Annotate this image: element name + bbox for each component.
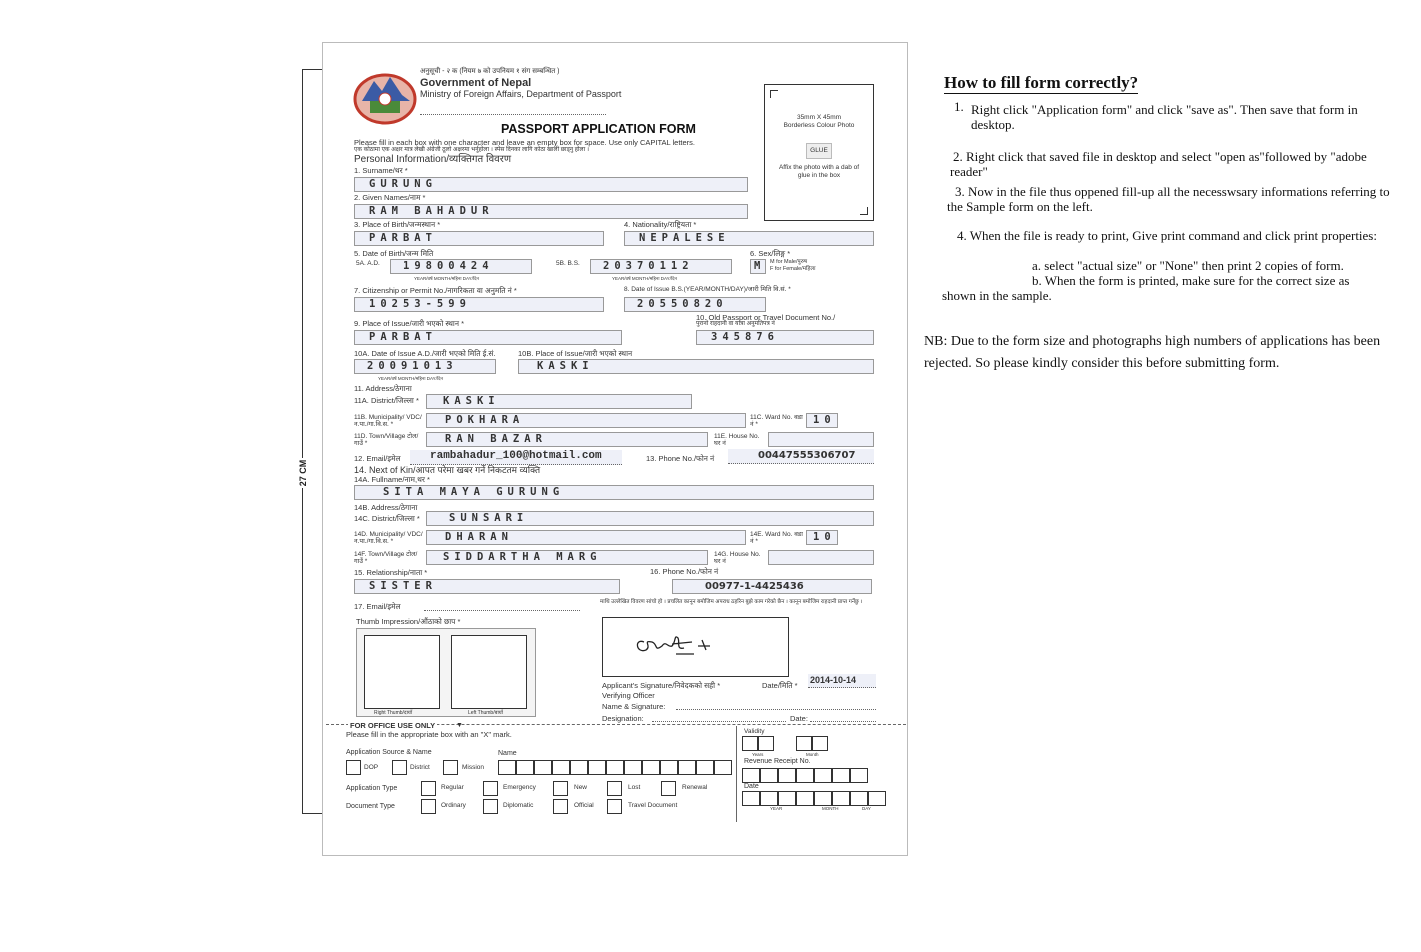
- citizenship-field[interactable]: 10253-599: [354, 297, 604, 312]
- old-doi-sub: YEAR/वर्ष MONTH/महिना DAY/दिन: [378, 376, 443, 381]
- surname-field[interactable]: GURUNG: [354, 177, 748, 192]
- sex-note-female: F for Female/महिला: [770, 266, 816, 272]
- office-name-boxes[interactable]: [498, 760, 732, 775]
- name-signature-label: Name & Signature:: [602, 702, 666, 711]
- new-checkbox[interactable]: [553, 781, 568, 796]
- designation-label: Designation:: [602, 714, 644, 723]
- place-of-birth-label: 3. Place of Birth/जन्मस्थान *: [354, 220, 441, 229]
- office-date-label: Date: [744, 783, 759, 790]
- gov-title: Government of Nepal: [420, 77, 532, 89]
- kin-phone-field[interactable]: 00977-1-4425436: [672, 579, 872, 594]
- dob-ad-label: 5A. A.D.: [356, 260, 380, 267]
- verify-date-field[interactable]: [810, 712, 876, 722]
- ward-label: 11C. Ward No. वडा नं *: [750, 414, 803, 428]
- diplomatic-checkbox[interactable]: [483, 799, 498, 814]
- right-thumb-label: Right Thumb/दायाँ: [374, 710, 413, 716]
- mission-label: Mission: [462, 764, 485, 771]
- step-1-text: Right click "Application form" and click "save as". Then save that form in desktop.: [971, 102, 1358, 132]
- old-passport-field[interactable]: 345876: [696, 330, 874, 345]
- official-label: Official: [574, 802, 594, 809]
- given-names-label: 2. Given Names/नाम *: [354, 193, 426, 202]
- photo-size: 35mm X 45mm: [796, 114, 842, 121]
- phone-label: 13. Phone No./फोन नं: [646, 454, 715, 463]
- mission-checkbox[interactable]: [443, 760, 458, 775]
- office-title: FOR OFFICE USE ONLY: [350, 721, 436, 730]
- sex-field[interactable]: M: [750, 259, 766, 274]
- old-passport-label: 10. Old Passport or Travel Document No./: [696, 313, 836, 322]
- place-of-birth-field[interactable]: PARBAT: [354, 231, 604, 246]
- new-label: New: [574, 784, 588, 791]
- kin-phone-label: 16. Phone No./फोन नं: [650, 567, 719, 576]
- lost-checkbox[interactable]: [607, 781, 622, 796]
- kin-ward-field[interactable]: 10: [806, 530, 838, 545]
- official-checkbox[interactable]: [553, 799, 568, 814]
- step-4-text: 4. When the file is ready to print, Give print command and click print properties:: [957, 228, 1377, 243]
- instructions-heading: How to fill form correctly?: [944, 73, 1139, 92]
- office-day-sub: DAY: [862, 806, 871, 811]
- source-label: Application Source & Name: [346, 749, 432, 756]
- nb-note: NB: Due to the form size and photographs high numbers of applications has been rejected. So please kindly consider this before submitting form.: [924, 334, 1381, 371]
- step-3-text: 3. Now in the file thus oppened fill-up all the necesswsary informations referring to the Sample form on the left.: [947, 184, 1390, 214]
- ministry-title: Ministry of Foreign Affairs, Department of Passport: [420, 89, 622, 99]
- step-4b-text-cont: shown in the sample.: [942, 288, 1052, 303]
- office-month-sub: MONTH: [822, 806, 839, 811]
- step-2-text: 2. Right click that saved file in desktop and select "open as"followed by "adobe reader": [950, 149, 1367, 179]
- office-year-sub: YEAR: [770, 806, 783, 811]
- sign-date-field[interactable]: 2014-10-14: [808, 674, 876, 688]
- town-label: 11D. Town/Village टोल/गाउँ *: [354, 433, 419, 447]
- email-label: 12. Email/इमेल: [354, 454, 401, 463]
- citizenship-label: 7. Citizenship or Permit No./नागरिकता वा अनुमति नं *: [354, 286, 517, 295]
- date-of-issue-field[interactable]: 20550820: [624, 297, 766, 312]
- header-dotted-line: [420, 105, 606, 115]
- nationality-field[interactable]: NEPALESE: [624, 231, 874, 246]
- step-1-number: 1.: [954, 99, 964, 114]
- kin-town-label: 14F. Town/Village टोल/गाउँ *: [354, 551, 418, 565]
- designation-field[interactable]: [652, 712, 786, 722]
- place-of-issue-field[interactable]: PARBAT: [354, 330, 622, 345]
- relationship-label: 15. Relationship/नाता *: [354, 568, 428, 577]
- validity-month-boxes[interactable]: [796, 736, 828, 751]
- declaration-text: माथि उल्लेखित विवरण सांचो हो । प्रचलित कानून बमोजिम अपराध ठहरिन बुझे काम गरेको छैन । कानून बमोजिम राहदानी प्राप्त गर्नेछु ।: [600, 599, 863, 605]
- office-date-boxes[interactable]: [742, 791, 886, 806]
- ruler-line: [302, 69, 303, 814]
- photo-corner-br: [860, 207, 868, 215]
- verify-date-label: Date:: [790, 714, 808, 723]
- address-label: 11. Address/ठेगाना: [354, 384, 412, 393]
- district-checkbox[interactable]: [392, 760, 407, 775]
- kin-house-label: 14G. House No. घर नं: [714, 551, 761, 565]
- section-personal-info: Personal Information/व्यक्तिगत विवरण: [354, 154, 512, 165]
- travel-doc-checkbox[interactable]: [607, 799, 622, 814]
- district-label: 11A. District/जिल्ला *: [354, 396, 419, 405]
- dob-ad-sub: YEAR/वर्ष MONTH/महिना DAY/दिन: [414, 276, 479, 281]
- doc-type-label: Document Type: [346, 803, 395, 810]
- regular-label: Regular: [441, 784, 464, 791]
- office-district-label: District: [410, 764, 430, 771]
- kin-email-label: 17. Email/इमेल: [354, 602, 401, 611]
- travel-doc-label: Travel Document: [628, 802, 678, 809]
- old-doi-field[interactable]: 20091013: [354, 359, 496, 374]
- municipality-field[interactable]: POKHARA: [426, 413, 746, 428]
- renewal-checkbox[interactable]: [661, 781, 676, 796]
- kin-municipality-label: 14D. Municipality/ VDC/न.पा./गा.वि.स. *: [354, 531, 423, 545]
- regular-checkbox[interactable]: [421, 781, 436, 796]
- kin-house-field[interactable]: [768, 550, 874, 565]
- validity-label: Validity: [744, 728, 765, 735]
- office-name-label: Name: [498, 750, 517, 757]
- office-vertical-divider: [736, 726, 737, 822]
- receipt-label: Revenue Receipt No.: [744, 758, 811, 765]
- given-names-field[interactable]: RAM BAHADUR: [354, 204, 748, 219]
- emergency-checkbox[interactable]: [483, 781, 498, 796]
- sex-note-male: M for Male/पुरुष: [770, 259, 808, 265]
- validity-years-sub: Years: [752, 752, 764, 757]
- kin-label: 14. Next of Kin/आपत परेमा खबर गर्ने निकटतम व्यक्ति: [354, 465, 541, 475]
- name-signature-field[interactable]: [676, 700, 876, 710]
- ruler-label: 27 CM: [298, 459, 308, 487]
- kin-town-field[interactable]: SIDDARTHA MARG: [426, 550, 708, 565]
- validity-years-boxes[interactable]: [742, 736, 774, 751]
- renewal-label: Renewal: [682, 784, 708, 791]
- dop-checkbox[interactable]: [346, 760, 361, 775]
- verifying-officer-label: Verifying Officer: [602, 691, 655, 700]
- right-thumb-box[interactable]: [364, 635, 440, 709]
- place-of-issue-label: 9. Place of Issue/जारी भएको स्थान *: [354, 319, 465, 328]
- office-arrow-icon: ▼: [456, 722, 463, 729]
- sign-date-label: Date/मिति *: [762, 681, 798, 690]
- lost-label: Lost: [628, 784, 641, 791]
- kin-name-label: 14A. Fullname/नाम,थर *: [354, 475, 430, 484]
- office-instruction: Please fill in the appropriate box with an "X" mark.: [346, 730, 512, 739]
- kin-district-field[interactable]: SUNSARI: [426, 511, 874, 526]
- step-4a-text: a. select "actual size" or "None" then print 2 copies of form.: [1032, 258, 1344, 273]
- house-field[interactable]: [768, 432, 874, 447]
- town-field[interactable]: RAN BAZAR: [426, 432, 708, 447]
- dob-label: 5. Date of Birth/जन्म मिति: [354, 249, 434, 258]
- thumb-label: Thumb Impression/औंठाको छाप *: [356, 617, 461, 626]
- emergency-label: Emergency: [503, 784, 536, 791]
- receipt-boxes[interactable]: [742, 768, 868, 783]
- surname-label: 1. Surname/थर *: [354, 166, 408, 175]
- kin-email-field[interactable]: [424, 601, 580, 611]
- photo-corner-tl: [770, 90, 778, 98]
- ward-field[interactable]: 10: [806, 413, 838, 428]
- app-type-label: Application Type: [346, 785, 398, 792]
- instruction-nepali: एक कोठामा एक अक्षर मात्र लेखी अंग्रेजी ठूलो अक्षरमा भर्नुहोला । स्पेस दिनका लागि कोठा खाली छाड्नु होला ।: [354, 147, 590, 153]
- validity-month-sub: Month: [806, 752, 819, 757]
- signature-scribble-icon: [632, 628, 714, 660]
- dop-label: DOP: [364, 764, 379, 771]
- phone-field[interactable]: 00447555306707: [728, 449, 874, 464]
- dob-bs-label: 5B. B.S.: [556, 260, 580, 267]
- kin-district-label: 14C. District/जिल्ला *: [354, 514, 420, 523]
- left-thumb-label: Left Thumb/बायाँ: [468, 710, 503, 716]
- kin-municipality-field[interactable]: DHARAN: [426, 530, 746, 545]
- kin-name-field[interactable]: SITA MAYA GURUNG: [354, 485, 874, 500]
- dob-ad-field[interactable]: 19800424: [390, 259, 532, 274]
- email-field[interactable]: rambahadur_100@hotmail.com: [410, 450, 622, 465]
- ordinary-checkbox[interactable]: [421, 799, 436, 814]
- sex-label: 6. Sex/लिङ्ग *: [750, 249, 791, 258]
- form-title: PASSPORT APPLICATION FORM: [501, 122, 696, 136]
- diplomatic-label: Diplomatic: [503, 802, 534, 809]
- signature-label: Applicant's Signature/निवेदकको सही *: [602, 681, 721, 690]
- district-field[interactable]: KASKI: [426, 394, 692, 409]
- old-doi-label: 10A. Date of Issue A.D./जारी भएको मिति ई.सं.: [354, 349, 496, 358]
- glue-label: GLUE: [806, 143, 832, 159]
- kin-address-label: 14B. Address/ठेगाना: [354, 503, 418, 512]
- house-label: 11E. House No. घर नं: [714, 433, 760, 447]
- annex-text: अनुसूची - २ क (नियम ७ को उपनियम १ संग सम्बन्धित ): [420, 68, 560, 75]
- kin-ward-label: 14E. Ward No. वडा नं *: [750, 531, 803, 545]
- dob-bs-field[interactable]: 20370112: [590, 259, 732, 274]
- instruction-english: Please fill in each box with one character and leave an empty box for space. Use only CAPITAL letters.: [354, 138, 696, 147]
- old-poi-field[interactable]: KASKI: [518, 359, 874, 374]
- old-passport-label-np: पुरानो राहदानी वा यात्रा अनुमतिपत्र नं: [696, 321, 775, 327]
- old-poi-label: 10B. Place of Issue/जारी भएको स्थान: [518, 349, 633, 358]
- nepal-emblem-icon: [352, 69, 418, 125]
- step-4b-text: b. When the form is printed, make sure for the correct size as: [1032, 273, 1350, 288]
- municipality-label: 11B. Municipality/ VDC/न.पा./गा.वि.स. *: [354, 414, 422, 428]
- photo-affix-note: Affix the photo with a dab of glue in the box: [778, 164, 860, 179]
- dob-bs-sub: YEAR/वर्ष MONTH/महिना DAY/दिन: [612, 276, 677, 281]
- date-of-issue-label: 8. Date of Issue B.S.(YEAR/MONTH/DAY)/जारी मिति वि.सं. *: [624, 286, 791, 293]
- nationality-label: 4. Nationality/राष्ट्रियता *: [624, 220, 697, 229]
- photo-note: Borderless Colour Photo: [783, 122, 855, 129]
- left-thumb-box[interactable]: [451, 635, 527, 709]
- ordinary-label: Ordinary: [441, 802, 466, 809]
- relationship-field[interactable]: SISTER: [354, 579, 620, 594]
